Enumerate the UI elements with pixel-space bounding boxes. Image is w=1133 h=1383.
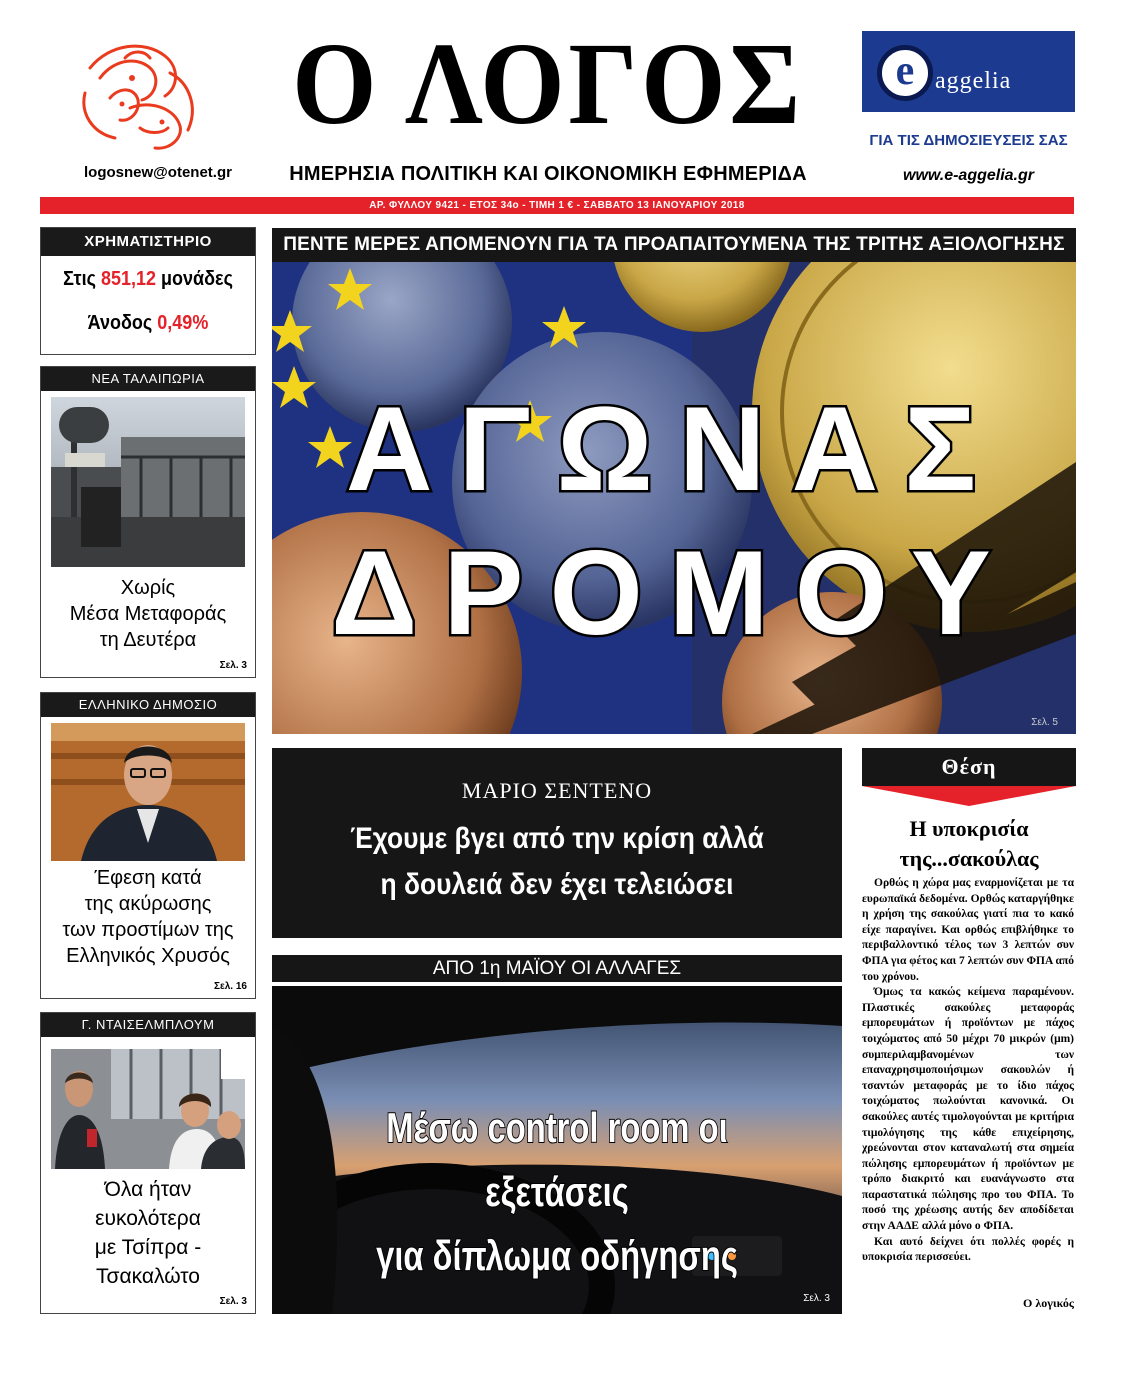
- stock-index-line: [52, 268, 245, 291]
- driving-story-box[interactable]: [272, 986, 842, 1314]
- driving-headline-line1: Μέσω control room οι εξετάσεις: [386, 1104, 728, 1215]
- public-headline-line2: της ακύρωσης: [84, 893, 212, 915]
- transport-headline-line2: Μέσα Μεταφοράς: [69, 603, 227, 625]
- newspaper-title: Ο ΛΟΓΟΣ: [292, 18, 804, 149]
- opinion-arrow-icon: [862, 786, 1076, 806]
- dijsselbloem-story-box[interactable]: [40, 1012, 256, 1314]
- dijsselbloem-photo: [51, 1049, 245, 1169]
- opinion-signature: Ο λογικός: [1023, 1296, 1074, 1310]
- driving-headline-line2: για δίπλωμα οδήγησης: [376, 1232, 738, 1279]
- stock-market-header: ΧΡΗΜΑΤΙΣΤΗΡΙΟ: [41, 228, 255, 256]
- stock-suffix: μονάδες: [161, 268, 233, 290]
- transport-story-headline: [41, 575, 255, 653]
- issue-dateline: ΑΡ. ΦΥΛΛΟΥ 9421 - ΕΤΟΣ 34ο - ΤΙΜΗ 1 € - ΣΑΒΒΑΤΟ 13 ΙΑΝΟΥΑΡΙΟΥ 2018: [40, 197, 1074, 214]
- centeno-name: ΜΑΡΙΟ ΣΕΝΤΕΝΟ: [461, 778, 653, 803]
- opinion-paragraph: Και αυτό δείχνει ότι πολλές φορές η υποκρισία περισσεύει.: [862, 1235, 1074, 1264]
- lead-headline-line1: ΑΓΩΝΑΣ: [345, 382, 1003, 516]
- driving-story-kicker: ΑΠΟ 1η ΜΑΪΟΥ ΟΙ ΑΛΛΑΓΕΣ: [272, 955, 842, 982]
- lead-story-kicker: ΠΕΝΤΕ ΜΕΡΕΣ ΑΠΟΜΕΝΟΥΝ ΓΙΑ ΤΑ ΠΡΟΑΠΑΙΤΟΥΜΕΝΑ ΤΗΣ ΤΡΙΤΗΣ ΑΞΙΟΛΟΓΗΣΗΣ: [272, 228, 1076, 262]
- stock-change-label: Άνοδος: [87, 312, 153, 334]
- driving-page-ref: Σελ. 3: [803, 1293, 830, 1304]
- driving-headline: [335, 1096, 780, 1288]
- opinion-title-line1: Η υποκρισία: [909, 816, 1029, 841]
- dijssel-headline-line3: με Τσίπρα -: [94, 1236, 202, 1259]
- public-headline-line3: των προστίμων της: [62, 919, 234, 941]
- opinion-title[interactable]: [862, 814, 1076, 874]
- dijsselbloem-headline: [41, 1175, 255, 1291]
- transport-page-ref: Σελ. 3: [219, 660, 247, 671]
- dijsselbloem-page-ref: Σελ. 3: [219, 1296, 247, 1307]
- dijssel-headline-line1: Όλα ήταν: [104, 1178, 192, 1201]
- centeno-quote-line1: Έχουμε βγει από την κρίση αλλά: [350, 822, 764, 855]
- dijssel-headline-line4: Τσακαλώτο: [96, 1265, 200, 1288]
- politician-photo: [51, 723, 245, 861]
- centeno-quote: [306, 816, 808, 908]
- public-headline-line4: Ελληνικός Χρυσός: [66, 945, 230, 967]
- metro-station-photo: [51, 397, 245, 567]
- public-sector-page-ref: Σελ. 16: [214, 981, 247, 992]
- newspaper-subtitle: ΗΜΕΡΗΣΙΑ ΠΟΛΙΤΙΚΗ ΚΑΙ ΟΙΚΟΝΟΜΙΚΗ ΕΦΗΜΕΡΙΔΑ: [289, 163, 807, 185]
- lead-page-ref: Σελ. 5: [1031, 717, 1058, 728]
- transport-headline-line1: Χωρίς: [120, 577, 176, 599]
- public-sector-headline: [41, 865, 255, 969]
- stock-change-line: [52, 312, 245, 335]
- opinion-title-line2: της...σακούλας: [899, 846, 1039, 871]
- transport-story-header: ΝΕΑ ΤΑΛΑΙΠΩΡΙΑ: [41, 367, 255, 391]
- opinion-paragraph: Ορθώς η χώρα μας εναρμονίζεται με τα ευρωπαϊκά δεδομένα. Ορθώς καταργήθηκε η χρήση της σακούλας γιατί πια το κακό είχε παραγίνει. Και ορθώς επιβλήθηκε το περιβαλλοντικό τέλος των 3 λεπτών συν ΦΠΑ για φέτος και 7 λεπτών συν ΦΠΑ από του χρόνου.: [862, 877, 1074, 983]
- lead-headline-line2: ΔΡΟΜΟΥ: [331, 526, 1017, 660]
- eaggelia-logo-icon: e: [877, 45, 933, 101]
- eaggelia-tagline: ΓΙΑ ΤΙΣ ΔΗΜΟΣΙΕΥΣΕΙΣ ΣΑΣ: [869, 132, 1068, 149]
- stock-market-box: [40, 227, 256, 355]
- stock-prefix: Στις: [63, 268, 96, 290]
- opinion-paragraph: Όμως τα κακώς κείμενα παραμένουν. Πλαστικές σακούλες μεταφοράς εμπορευμάτων ή προϊόντων με πάχος τοιχώματος από 50 μέχρι 70 μικρών (μm) συμπεριλαμβανομένων των επαναχρησιμοποιήσιμων σακουλών ή τσαντών μεταφοράς με το ίδιο πάχος τοιχώματος πωλούνται κανονικά. Οι σακούλες αυτές τιμολογούνται με κριτήρια τιμολόγησης της κάθε επιχείρησης, χρεώνονται στον καταναλωτή στα σημεία πώλησης εμπορευμάτων ή προϊόντων με τρόπο διακριτό και ευανάγνωστο στα παραστατικά πώλησης προ του ΦΠΑ. Το ποσό της χρέωσης αυτής δεν αποδίδεται στην ΑΑΔΕ αλλά μόνο ο ΦΠΑ.: [862, 986, 1074, 1233]
- transport-headline-line3: τη Δευτέρα: [99, 629, 197, 651]
- public-sector-header: ΕΛΛΗΝΙΚΟ ΔΗΜΟΣΙΟ: [41, 693, 255, 717]
- contact-email[interactable]: logosnew@otenet.gr: [84, 164, 232, 181]
- stock-index-value: 851,12: [100, 268, 157, 290]
- eaggelia-url[interactable]: www.e-aggelia.gr: [903, 167, 1034, 184]
- dijsselbloem-header: Γ. ΝΤΑΙΣΕΛΜΠΛΟΥΜ: [41, 1013, 255, 1037]
- dijssel-headline-line2: ευκολότερα: [95, 1207, 201, 1230]
- eaggelia-brand: aggelia: [935, 68, 1012, 94]
- stock-change-value: 0,49%: [157, 312, 209, 334]
- public-sector-story-box[interactable]: [40, 692, 256, 999]
- lead-story-hero[interactable]: [272, 262, 1076, 734]
- transport-story-box[interactable]: [40, 366, 256, 678]
- public-headline-line1: Έφεση κατά: [94, 867, 202, 889]
- centeno-quote-line2: η δουλειά δεν έχει τελειώσει: [380, 868, 734, 901]
- centeno-story-box[interactable]: [272, 748, 842, 938]
- opinion-body: [862, 876, 1074, 1266]
- opinion-label: Θέση: [862, 748, 1076, 786]
- newspaper-logo-illustration: [70, 38, 210, 158]
